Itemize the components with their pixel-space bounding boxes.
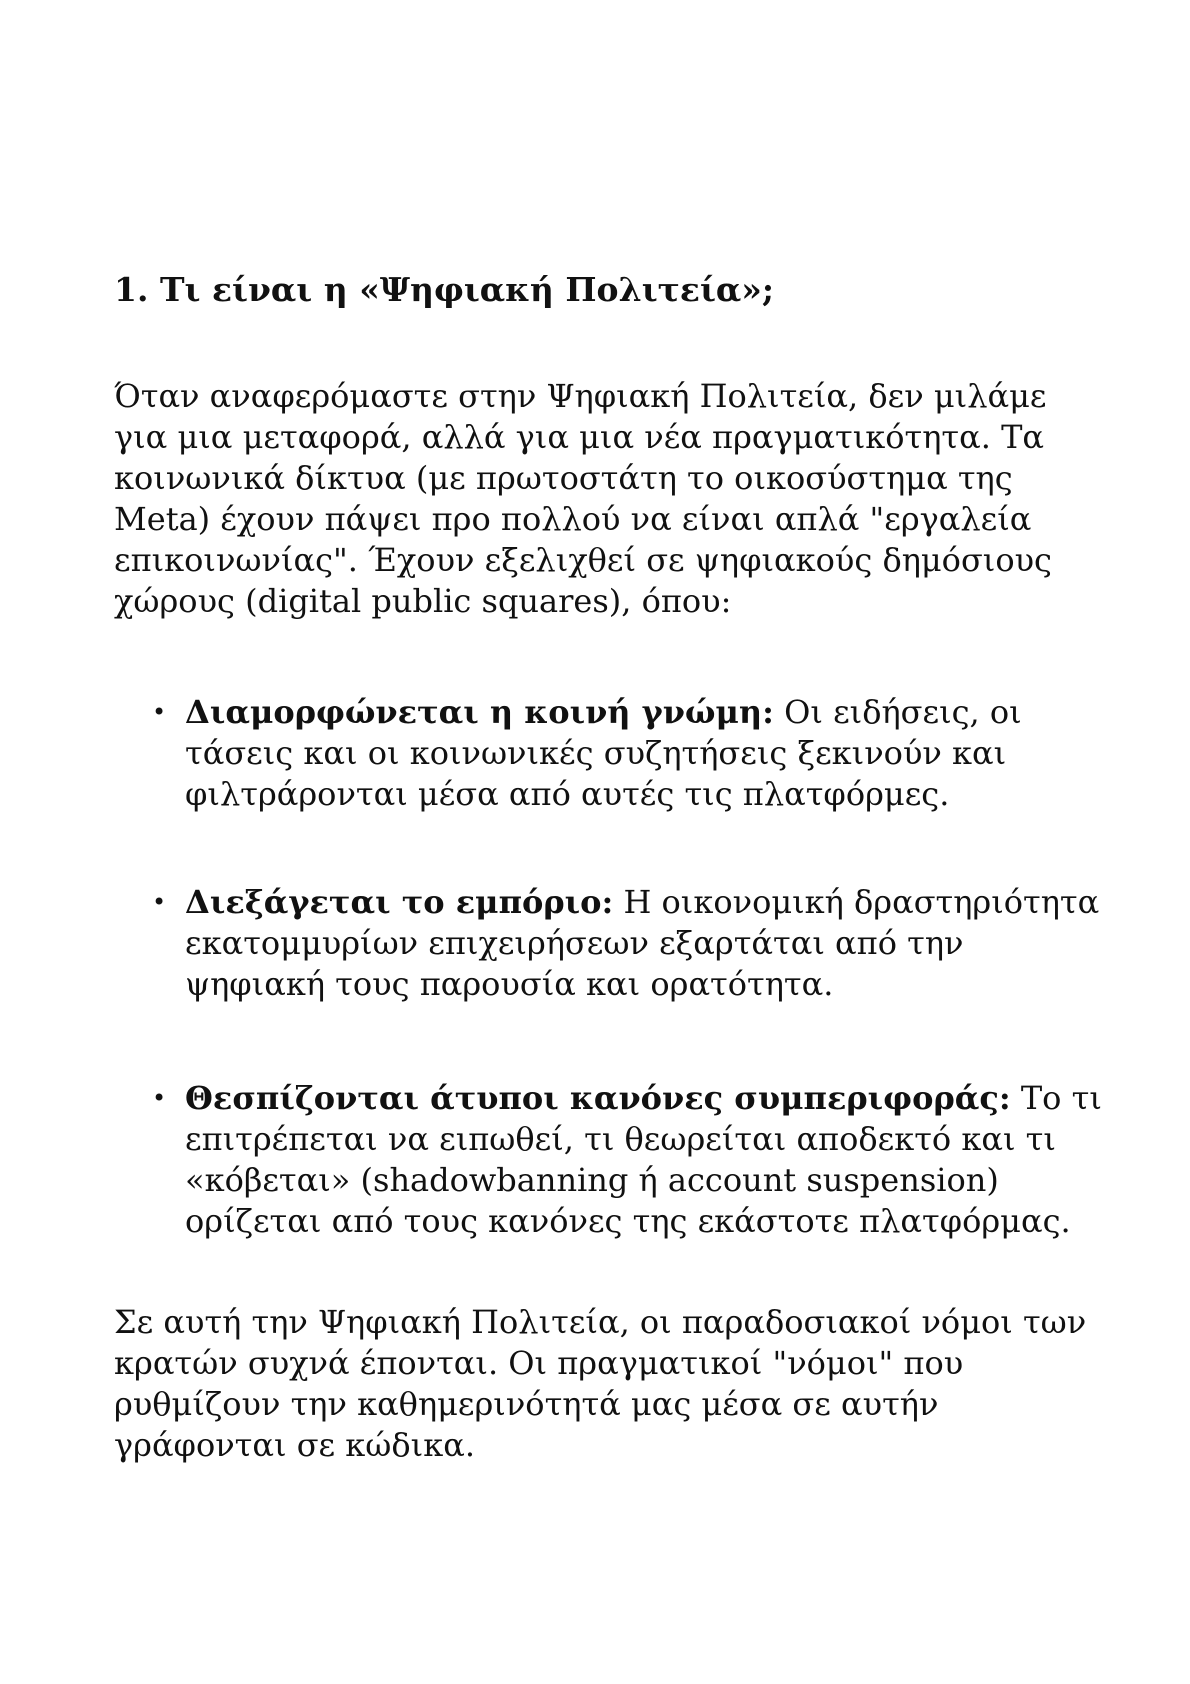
bullet-first-rest: Η οικονομική δραστηριότητα [613,883,1100,921]
bullet-icon: • [152,888,167,916]
bullet-line: ψηφιακή τους παρουσία και ορατότητα. [185,965,834,1003]
bullet-text [185,882,1099,1005]
bullet-text [185,1078,1102,1242]
bullet-line: επιτρέπεται να ειπωθεί, τι θεωρείται αποδεκτό και τι [185,1120,1056,1158]
bullet-line: «κόβεται» (shadowbanning ή account suspension) [185,1161,999,1199]
bullet-icon: • [152,698,167,726]
closing-paragraph [114,1302,1094,1466]
intro-line: για μια μεταφορά, αλλά για μια νέα πραγματικότητα. Τα [114,418,1045,456]
bullet-line: φιλτράρονται μέσα από αυτές τις πλατφόρμες. [185,775,950,813]
bullet-first-rest: Οι ειδήσεις, οι [773,693,1022,731]
intro-line: κοινωνικά δίκτυα (με πρωτοστάτη το οικοσύστημα της [114,459,1013,497]
closing-line: γράφονται σε κώδικα. [114,1426,475,1464]
bullet-icon: • [152,1084,167,1112]
bullet-first-line [185,1078,1102,1119]
bullet-term: Θεσπίζονται άτυποι κανόνες συμπεριφοράς: [185,1079,1011,1117]
intro-line: Meta) έχουν πάψει προ πολλού να είναι απλά "εργαλεία [114,500,1032,538]
bullet-term: Διεξάγεται το εμπόριο: [185,883,614,921]
bullet-first-rest: Το τι [1010,1079,1102,1117]
bullet-first-line [185,882,1099,923]
bullet-line: ορίζεται από τους κανόνες της εκάστοτε πλατφόρμας. [185,1202,1071,1240]
closing-line: ρυθμίζουν την καθημερινότητά μας μέσα σε αυτήν [114,1385,939,1423]
bullet-line: τάσεις και οι κοινωνικές συζητήσεις ξεκινούν και [185,734,1007,772]
intro-line: Όταν αναφερόμαστε στην Ψηφιακή Πολιτεία, δεν μιλάμε [114,377,1047,415]
bullet-term: Διαμορφώνεται η κοινή γνώμη: [185,693,774,731]
bullet-line: εκατομμυρίων επιχειρήσεων εξαρτάται από την [185,924,964,962]
section-heading: 1. Τι είναι η «Ψηφιακή Πολιτεία»; [114,270,775,309]
closing-line: Σε αυτή την Ψηφιακή Πολιτεία, οι παραδοσιακοί νόμοι των [114,1303,1087,1341]
closing-line: κρατών συχνά έπονται. Οι πραγματικοί "νόμοι" που [114,1344,964,1382]
bullet-text [185,692,1022,815]
bullet-first-line [185,692,1022,733]
intro-line: χώρους (digital public squares), όπου: [114,582,732,620]
intro-line: επικοινωνίας". Έχουν εξελιχθεί σε ψηφιακούς δημόσιους [114,541,1052,579]
intro-paragraph [114,376,1094,622]
